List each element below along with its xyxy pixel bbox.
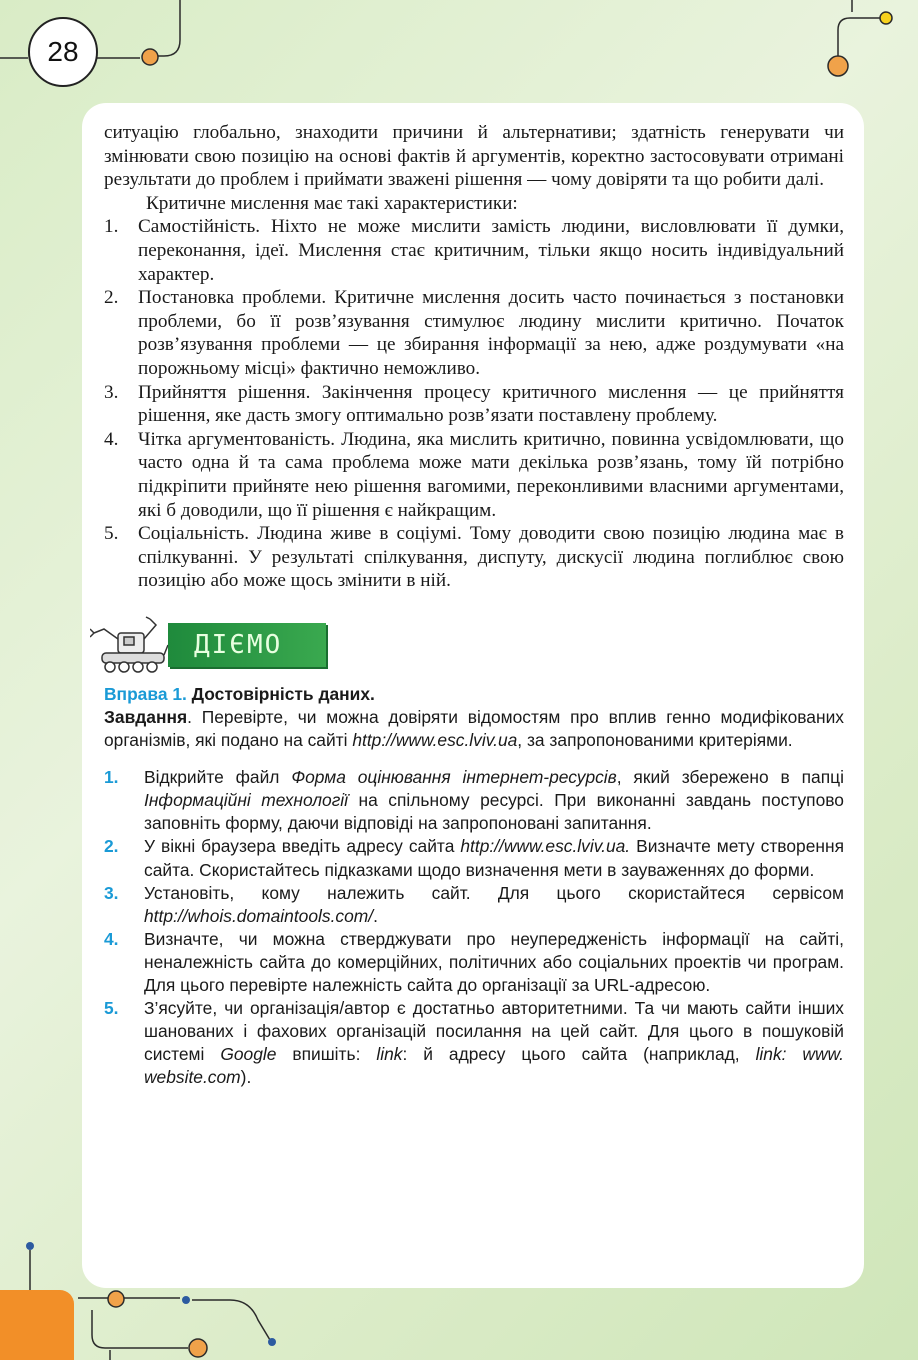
corner-accent (0, 1290, 74, 1360)
task-label: Завдання (104, 706, 188, 727)
task-paragraph: Завдання. Перевірте, чи можна довіряти відомостям про вплив генно модифікованих організмів, які подано на сайті http://www.esc.lviv.ua, за запропонованими критеріями. (104, 706, 844, 751)
action-badge: ДІЄМО (168, 623, 326, 667)
task-url: http://www.esc.lviv.ua (352, 730, 518, 751)
step-item: 1. Відкрийте файл Форма оцінювання інтернет-ресурсів, який збережено в папці Інформаційні технології на спільному ресурсі. При виконанні завдань поступово заповніть форму, даючи відповіді на запропоновані запитання. (104, 767, 844, 834)
content-card (82, 103, 864, 1288)
page-number: 28 (28, 17, 98, 87)
step-item: 4. Визначте, чи можна стверджувати про неупередженість інформації на сайті, неналежність сайта до комерційних, політичних або соціальних проектів чи програм. Для цього перевірте належність сайта до організації за URL-адресою. (104, 928, 844, 995)
exercise-label: Вправа 1. (104, 683, 187, 704)
intro-paragraph: ситуацію глобально, знаходити причини й альтернативи; здатність генерувати чи змінювати свою позицію на основі фактів й аргументів, коректно застосовувати отримані результати до проблем і приймати зважені рішення — чому довіряти та що робити далі. (104, 122, 844, 191)
robot-icon (90, 615, 170, 675)
list-item: 3. Прийняття рішення. Закінчення процесу критичного мислення — це прийняття рішення, яке дасть змогу оптимально розв’язати поставлену проблему. (104, 381, 844, 427)
critical-thinking-section (104, 121, 844, 593)
step-item: 2. У вікні браузера введіть адресу сайта http://www.esc.lviv.ua. Визначте мету створення сайта. Скористайтесь підказками щодо визначення мети в зауваженнях до форми. (104, 836, 844, 880)
steps-list (104, 766, 844, 1089)
step-item: 5. З’ясуйте, чи організація/автор є достатньо авторитетними. Та чи мають сайти інших шанованих і фахових організацій посилання на цей сайт. Для цього в пошуковій системі Google впишіть: link: й адресу цього сайта (наприклад, link: www. website.com). (104, 998, 844, 1088)
list-item: 2. Постановка проблеми. Критичне мислення досить часто починається з постановки проблеми, бо її розв’язування стимулює людину мислити критично. Початок розв’язування проблеми — це збирання інформації за нею, адже роздумувати «на порожньому місці» фактично неможливо. (104, 287, 844, 379)
list-item: 5. Соціальність. Людина живе в соціумі. Тому доводити свою позицію людина має в спілкуванні. У результаті спілкування, диспуту, дискусії людина поглиблює свою позицію або може щось змінити в ній. (104, 523, 844, 592)
exercise-name: Достовірність даних. (191, 683, 375, 704)
list-item: 1. Самостійність. Ніхто не може мислити замість людини, висловлювати її думки, переконання, ідеї. Мислення стає критичним, тільки якщо носить індивідуальний характер. (104, 216, 844, 285)
characteristics-list (104, 215, 844, 593)
exercise-section (104, 683, 844, 1090)
step-item: 3. Установіть, кому належить сайт. Для цього скористайтеся сервісом http://whois.domaintools.com/. (104, 882, 844, 926)
characteristics-lead: Критичне мислення має такі характеристики: (146, 192, 518, 214)
action-header (90, 615, 844, 683)
exercise-title (104, 683, 844, 706)
list-item: 4. Чітка аргументованість. Людина, яка мислить критично, повинна усвідомлювати, що часто одна й та сама проблема може мати декілька розв’язань, тому їй потрібно підкріпити прийняте нею рішення вагомими, переконливими власними аргументами, які б доводили, що її рішення є найкращим. (104, 428, 844, 521)
